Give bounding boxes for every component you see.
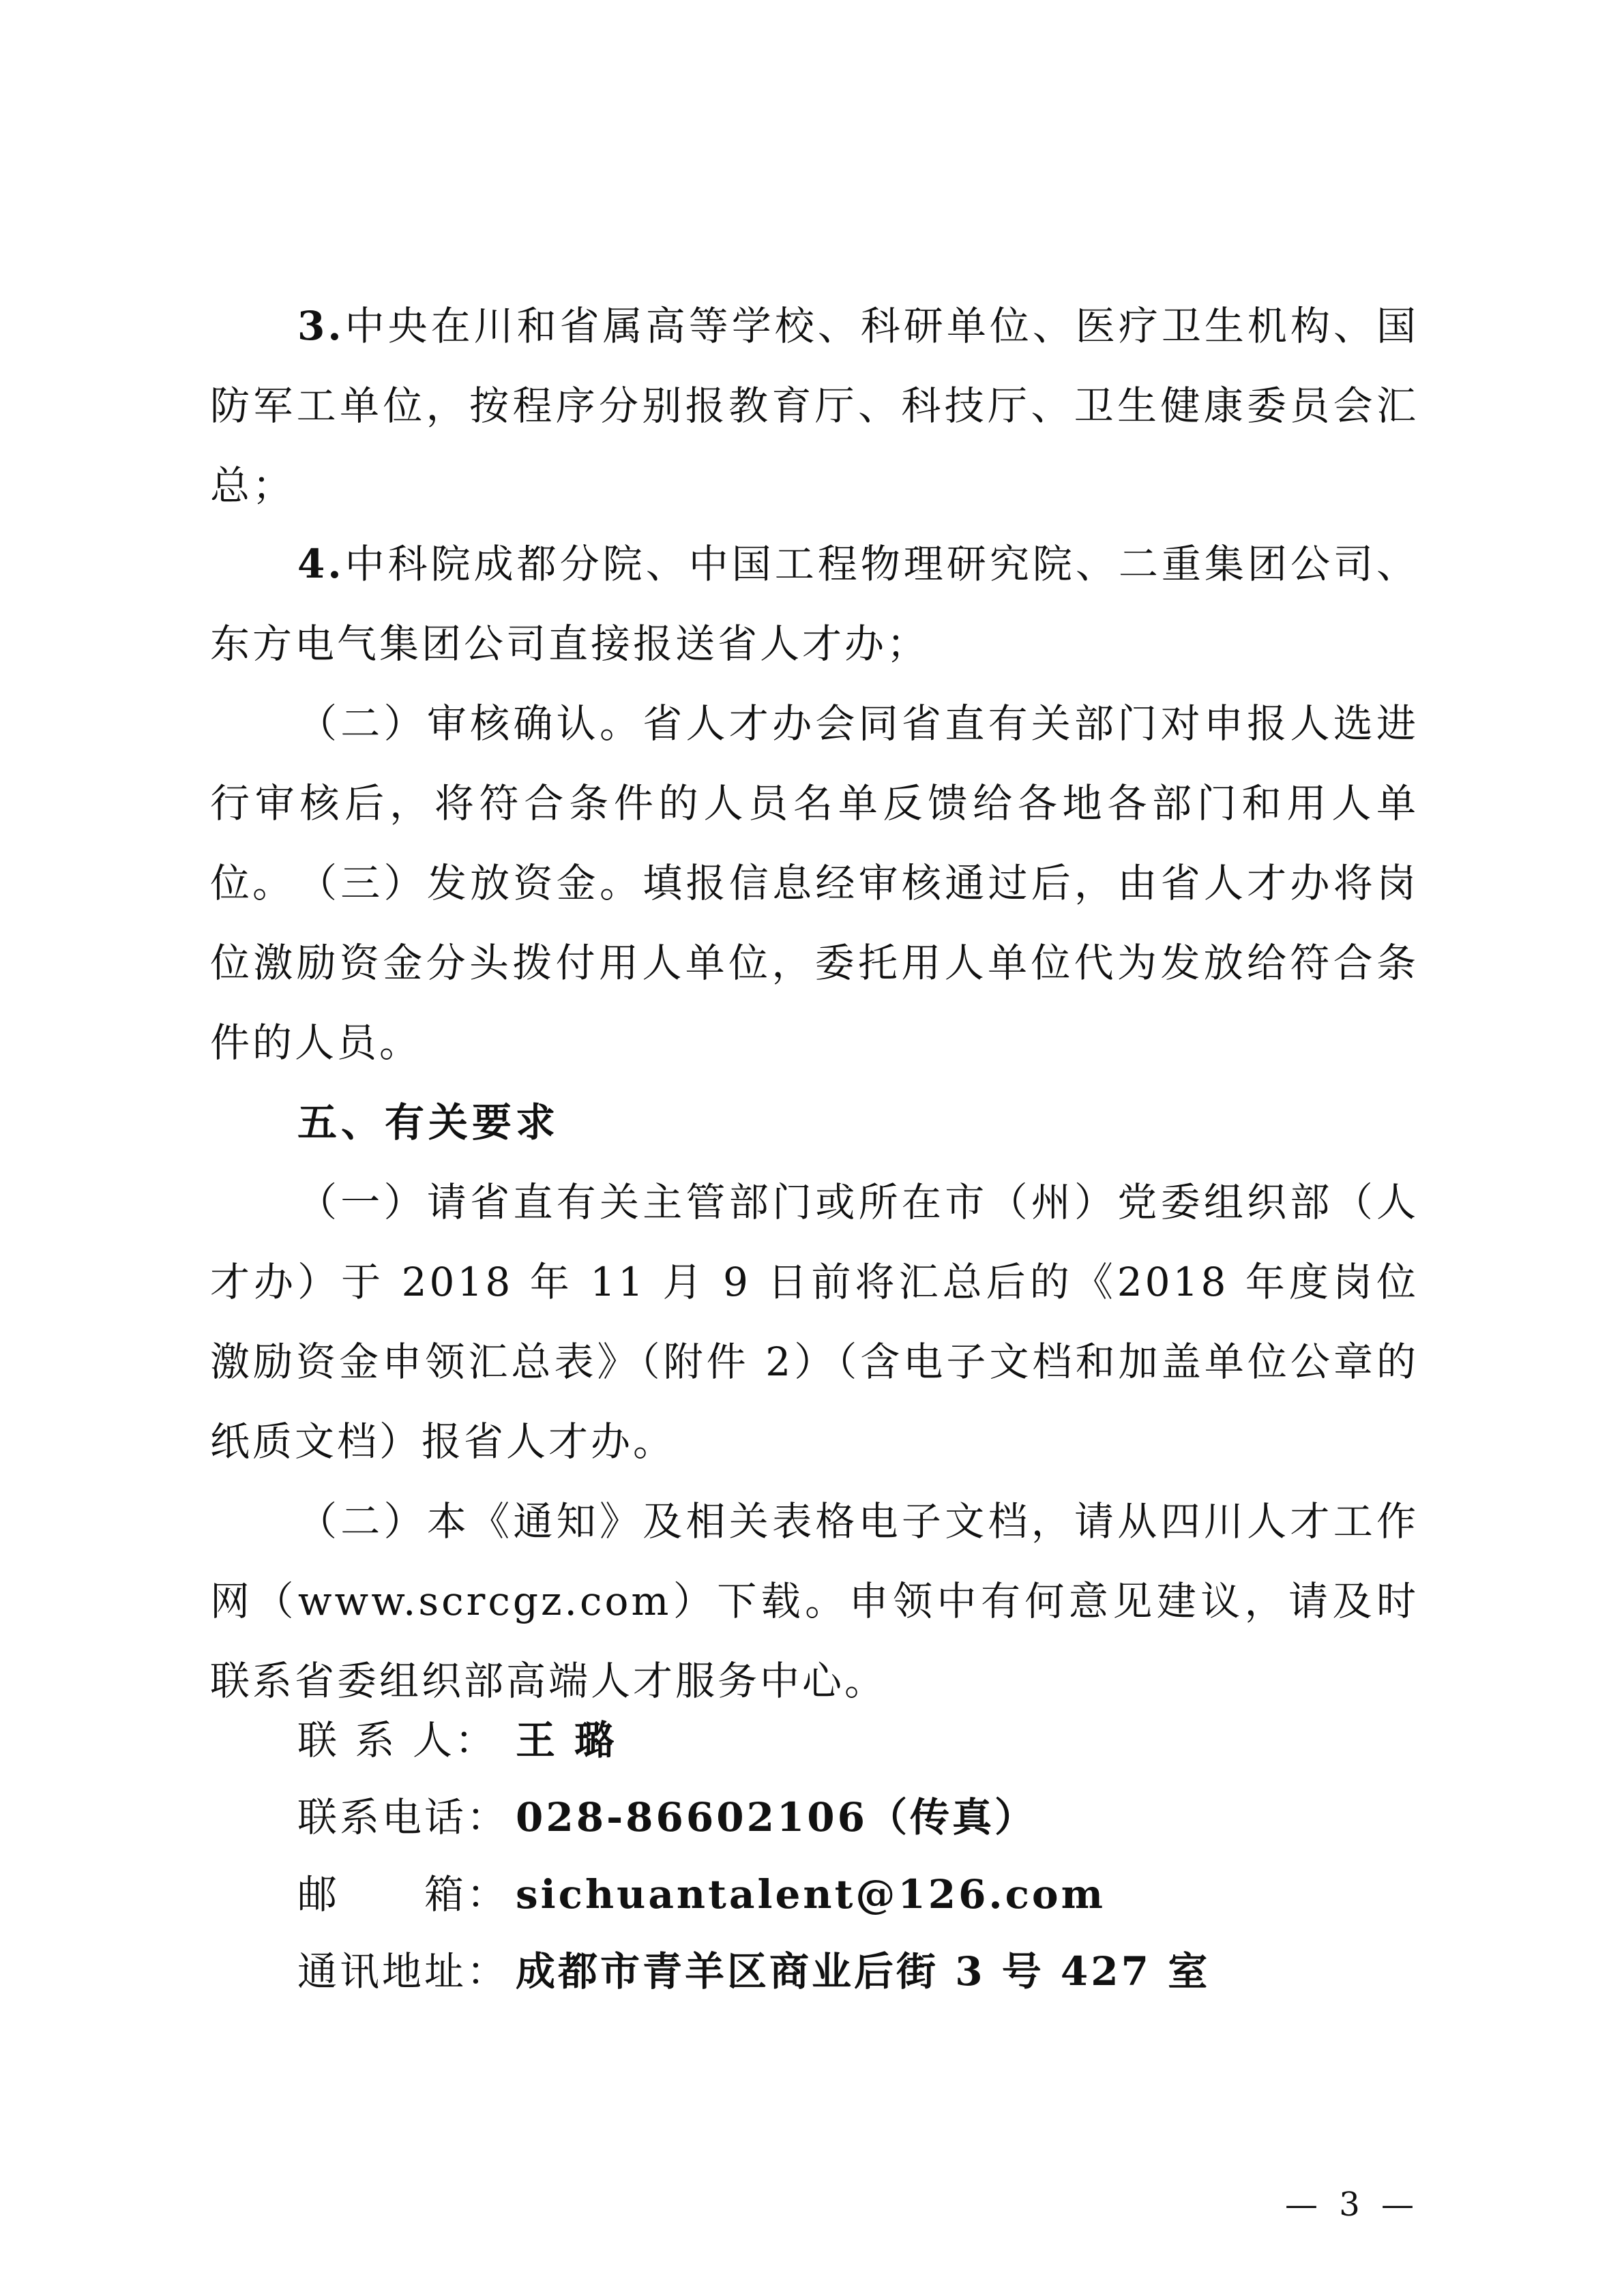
contact-label: 联系电话： — [297, 1794, 510, 1840]
contact-label: 邮 箱： — [297, 1871, 510, 1918]
requirement-1: （一）请省直有关主管部门或所在市（州）党委组织部（人才办）于 2018 年 11 月 9 日前将汇总后的《2018 年度岗位激励资金申领汇总表》（附件 2）（含电子文档和加盖单位公章的纸质文档）报省人才办。 — [210, 1179, 1419, 1465]
contact-email — [297, 1867, 1106, 1922]
item-number: 4. — [297, 541, 344, 587]
paragraph-funding — [210, 844, 1419, 1083]
contact-value: sichuantalent@126.com — [516, 1871, 1106, 1918]
contact-label: 联 系 人： — [297, 1717, 497, 1763]
contact-value: 王 璐 — [516, 1717, 617, 1763]
contact-phone — [297, 1790, 1037, 1845]
paragraph-text: （二）审核确认。省人才办会同省直有关部门对申报人选进行审核后，将符合条件的人员名单反馈给各地各部门和用人单位。 — [210, 700, 1419, 906]
paragraph-item-4 — [210, 524, 1419, 684]
item-number: 3. — [297, 303, 344, 349]
contact-label: 通讯地址： — [297, 1948, 510, 1995]
section-heading: 五、有关要求 — [297, 1099, 560, 1146]
paragraph-item-3 — [210, 286, 1419, 526]
page-number: — 3 — — [1284, 2186, 1419, 2224]
contact-value: 成都市青羊区商业后街 3 号 427 室 — [516, 1948, 1211, 1995]
contact-value: 028-86602106（传真） — [516, 1794, 1037, 1840]
contact-person — [297, 1713, 617, 1768]
paragraph-text: 中央在川和省属高等学校、科研单位、医疗卫生机构、国防军工单位，按程序分别报教育厅、科技厅、卫生健康委员会汇总； — [210, 303, 1419, 509]
paragraph-text: （三）发放资金。填报信息经审核通过后，由省人才办将岗位激励资金分头拨付用人单位，委托用人单位代为发放给符合条件的人员。 — [210, 860, 1419, 1066]
contact-address — [297, 1944, 1210, 1999]
requirement-2: （二）本《通知》及相关表格电子文档，请从四川人才工作网（www.scrcgz.com）下载。申领中有何意见建议，请及时联系省委组织部高端人才服务中心。 — [210, 1498, 1419, 1704]
paragraph-text: 中科院成都分院、中国工程物理研究院、二重集团公司、东方电气集团公司直接报送省人才办； — [210, 541, 1419, 667]
